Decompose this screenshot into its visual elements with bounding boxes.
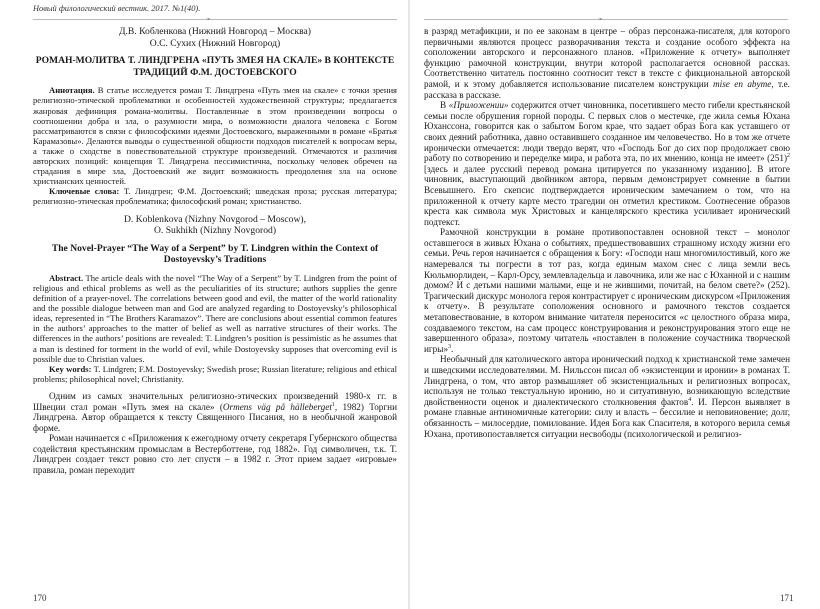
keywords-en-text: T. Lindgren; F.M. Dostoyevsky; Swedish prose; Russian literature; religious and ethical problems; philosophical novel; Christianity. [33,363,397,384]
footnote-ref-4: 4 [688,396,692,403]
rule-ornament-right: ❧ [598,17,604,23]
header-rule-right [424,19,788,20]
left-column [33,26,397,476]
page-number-right: 171 [780,593,794,603]
page-number-left: 170 [33,593,47,603]
body-p1-text-a: Одним из самых значительных религиозно-этических произведений 1980-х гг. в Швеции стал роман «Путь змея на скале» ( [33,390,397,412]
abstract-ru-text: В статье исследуется роман Т. Линдгрена «Путь змея на скале» с точки зрения религиозно-этической проблематики и особенностей художественной структуры; предлагается жанровая дефиниция романа-молитвы. Поставленные в этом произведении вопросы о соотношении добра и зла, о разумности мира, о возможности диалога человека с Богом рассматриваются в связи с философскими идеями Достоевского, выраженными в романе «Братья Карамазовы». Делаются выводы о существенной общности подходов писателей к вопросам веры, а также о сходстве в повествовательной структуре произведений. Отмечаются и различия авторских позиций: концепция Т. Линдгрена пессимистична, поскольку человек обречен на страдания в мире зла, Достоевский же видит возможность преодоления зла на основе христианских ценностей. [33,85,397,187]
footnote-ref-3: 3 [448,343,452,350]
right-p2-text-b: содержится отчет чиновника, посетившего место гибели крестьянской семьи после обрушения горной породы. С первых слов о местечке, где жила семья Юхана Юханссона, говорится как о забытом Богом крае, что задает образ Бога как уставшего от своих деяний работника, давно оставившего созданное им человечество. Но в том же отчете иронически отмечается: люди твердо верят, что «Господь Бог до сих пор продолжает свою работу по сотворению и переделке мира, и работа эта, по их мнению, конца не имеет» (251) [424,100,790,164]
body-p1-text-b: , 1982) Торгни Линдгрена. Автор обращается к тексту Священного Писания, но в необычной жанровой форме. [33,401,397,433]
body-paragraph-2: Роман начинается с «Приложения к ежегодному отчету секретаря Губернского общества содействия крестьянским промыслам в Вестерботтене, год 1882». Год символичен, т.к. Т. Линдгрен создает текст ровно сто лет спустя – в 1982 г. Этот прием задает «игровые» правила, роман переходит [33,433,397,476]
right-p2-text-a: В [440,100,449,111]
abstract-ru-label: Аннотация. [49,85,95,96]
abstract-ru [33,85,397,186]
right-paragraph-4 [424,354,790,439]
right-p1-text-b: , т.е. рассказа в рассказе. [424,78,790,100]
right-p2-italic: «Приложении» [448,100,509,111]
article-title-en: The Novel-Prayer “The Way of a Serpent” by T. Lindgren within the Context of Dostoyevsky’s Traditions [51,242,379,266]
abstract-en-label: Abstract. [49,272,84,283]
right-p1-text-a: в разряд метафикции, и по ее законам в центре – образ персонажа-писателя, для которого первичными являются процесс разворачивания текста и создание особого эффекта на соположении авторского и персонажного планов. «Приложение к отчету» выполняет функцию рамочной конструкции, внутри которой располагается основной рассказ. Соответственно читатель постоянно соотносит текст в тексте с фикциональной авторской рамой, и к этому добавляется использование писателем конструкции [424,26,790,89]
right-p4-text-b: . И. Персон выявляет в романе главные антиномичные категории: силу и власть – бессилие и неповиновение; долг, обязанность – милосердие, помилование. Идея Бога как Спасителя, в которого верила семья Юхана, противопоставляется ситуации несвободы (психологической и религиоз- [424,396,790,439]
right-paragraph-1 [424,26,790,100]
keywords-ru-text: Т. Линдгрен; Ф.М. Достоевский; шведская проза; русская литература; религиозно-этическая проблематика; философский роман; христианство. [33,186,397,207]
right-paragraph-2 [424,100,790,227]
rule-ornament: ❧ [206,17,212,23]
article-title-ru: РОМАН-МОЛИТВА Т. ЛИНДГРЕНА «ПУТЬ ЗМЕЯ НА СКАЛЕ» В КОНТЕКСТЕ ТРАДИЦИЙ Ф.М. ДОСТОЕВСКОГО [35,55,395,78]
abstract-en [33,273,397,364]
right-p2-text-c: [здесь и далее русский перевод романа цитируется по указанному изданию]. В итоге чиновник, выступающий двойником автора, первым демонстрирует сомнение в бытии Всевышнего. Его скепсис подтверждается ироническим замечанием о том, что на приложенной к отчету карте место трагедии он отметил крестиком. Соотнесение образов креста как символа мук Христовых и канцелярского крестика усиливает иронический подтекст. [424,163,790,227]
right-page [410,0,820,609]
body-p1-italic: Ormens väg på hälleberget [222,401,332,412]
keywords-en [33,364,397,384]
keywords-ru-label: Ключевые слова: [49,186,120,197]
right-paragraph-3 [424,227,790,354]
right-p3-text: Рамочной конструкции в романе противопоставлен основной текст – монолог оставшегося в живых Юхана о событиях, предшествовавших страшному исходу жизни его семьи. Речь героя начинается с обращения к Богу: «Господи наш многомилостивый, кого же намеревался ты погрести в тот раз, когда единым махом снес с лица земли весь Кюльмюрлиден, – Карл-Орсу, землевладельца и лавочника, или же нас с Юханной и с нашим домом? И с детьми нашими малыми, еще и не жившими, почитай, на белом свете?» (252). Трагический дискурс монолога героя контрастирует с ироническим дискурсом «Приложения к отчету». В результате соположения основного и рамочного текстов создается метаповествование, в котором внимание читателя переносится «с целостного образа мира, создаваемого текстом, на сам процесс конструирования и реконструирования этого еще не завершенного образа», поэтому читатель «поставлен в положение соучастника творческой игры» [424,227,790,354]
running-head: Новый филологический вестник. 2017. №1(40). [33,4,201,13]
authors-ru [33,26,397,49]
authors-en [33,214,397,237]
author-en-2: O. Sukhikh (Nizhny Novgorod) [153,225,277,237]
footnote-ref-1: 1 [331,401,335,408]
body-paragraph-1 [33,391,397,433]
abstract-en-text: The article deals with the novel “The Way of a Serpent” by T. Lindgren from the point of religious and ethical problems as well as the peculiarities of its structure; authors supplies the genre definition of a prayer-novel. The correlations between good and evil, the matter of the world rationality and the possible dialogue between man and God are analyzed regarding to Dostoyevsky’s philosophical ideas, represented in “The Brothers Karamazov”. There are conclusions about essential common features in the authors’ approaches to the matter of belief as well as narrative structures of their works. The differences in the authors’ positions are revealed: T. Lindgren’s position is pessimistic as he assumes that a man is destined for torment in the world of evil, while Dostoyevsky supposes that overcoming evil is possible due to Christian values. [33,272,397,364]
author-ru-2: О.С. Сухих (Нижний Новгород) [149,37,281,49]
right-p1-italic: mise en abyme [713,78,772,89]
keywords-ru [33,186,397,206]
right-column [424,26,790,439]
author-en-1: D. Koblenkova (Nizhny Novgorod – Moscow), [124,213,306,225]
right-p4-text-a: Необычный для католического автора иронический подход к христианской теме замечен и шведскими исследователями. М. Нильссон писал об «экзистенции и иронии» в романах Т. Линдгрена, о том, что автор размышляет об экзистенциальных и религиозных вопросах, используя не только текстуальную иронию, но и ситуативную, возникающую вследствие двойственности оценок и диалектического столкновения фактов [424,354,790,407]
header-rule [33,19,397,20]
keywords-en-label: Key words: [49,363,92,374]
author-ru-1: Д.В. Кобленкова (Нижний Новгород – Москва) [118,26,312,37]
right-p3-end: . [451,343,454,354]
footnote-ref-2: 2 [787,153,790,160]
